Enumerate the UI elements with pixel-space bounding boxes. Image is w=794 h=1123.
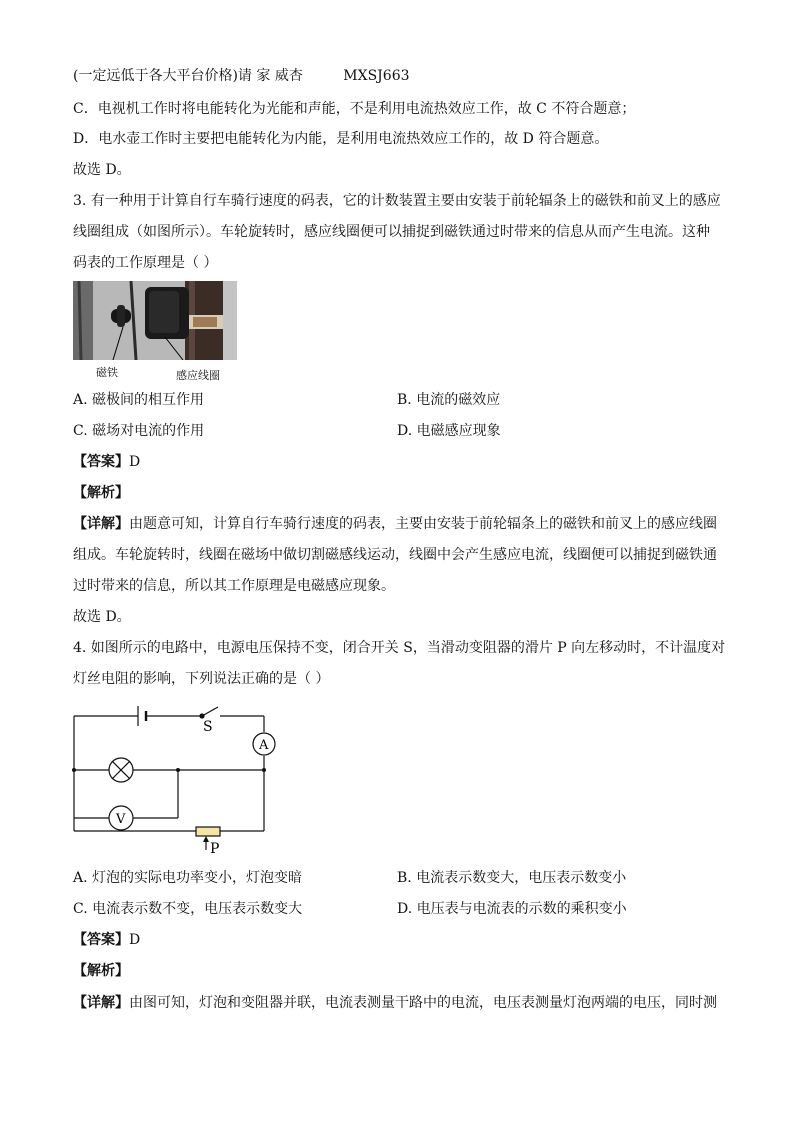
prev-option-c: C．电视机工作时将电能转化为光能和声能，不是利用电流热效应工作，故 C 不符合题意； [73, 101, 636, 117]
q4-stem-line2: 灯丝电阻的影响，下列说法正确的是（ ） [73, 671, 330, 687]
q3-detail-line1 [73, 514, 717, 534]
slider-label: P [210, 841, 220, 857]
q4-option-d: D. 电压表与电流表的示数的乘积变小 [397, 901, 627, 917]
q3-option-d: D. 电磁感应现象 [397, 423, 501, 439]
header-line [73, 66, 410, 86]
q4-option-c: C. 电流表示数不变，电压表示数变大 [73, 901, 303, 917]
ammeter-label: A [259, 738, 269, 753]
q3-detail-label: 【详解】 [73, 516, 129, 532]
q3-detail-text1: 由题意可知，计算自行车骑行速度的码表，主要由安装于前轮辐条上的磁铁和前叉上的感应线圈 [129, 516, 717, 532]
prev-option-d: D．电水壶工作时主要把电能转化为内能，是利用电流热效应工作的，故 D 符合题意。 [73, 131, 609, 147]
voltmeter-label: V [116, 812, 126, 827]
q3-option-a: A. 磁极间的相互作用 [73, 392, 205, 408]
q4-stem-line1: 4. 如图所示的电路中，电源电压保持不变，闭合开关 S，当滑动变阻器的滑片 P 向左移动时，不计温度对 [73, 640, 726, 656]
q3-choose: 故选 D。 [73, 609, 131, 625]
q4-detail-line1 [73, 993, 717, 1013]
q3-analysis-label: 【解析】 [73, 485, 129, 501]
bike-sensor-photo [73, 281, 237, 360]
q4-detail-text1: 由图可知，灯泡和变阻器并联，电流表测量干路中的电流，电压表测量灯泡两端的电压，同时测 [129, 995, 717, 1011]
bike-sensor-illustration [73, 281, 237, 360]
q3-option-c: C. 磁场对电流的作用 [73, 423, 205, 439]
q4-analysis-label: 【解析】 [73, 963, 129, 979]
q4-option-a: A. 灯泡的实际电功率变小，灯泡变暗 [73, 870, 303, 886]
q3-answer [73, 452, 140, 472]
q4-answer-label: 【答案】 [73, 932, 129, 948]
q3-detail-line3: 过时带来的信息，所以其工作原理是电磁感应现象。 [73, 578, 395, 594]
q4-answer-value: D [129, 932, 141, 948]
q4-option-b: B. 电流表示数变大，电压表示数变小 [397, 870, 627, 886]
q3-stem-line2: 线圈组成（如图所示）。车轮旋转时，感应线圈便可以捕捉到磁铁通过时带来的信息从而产生电流。这种 [73, 224, 710, 240]
q3-detail-line2: 组成。车轮旋转时，线圈在磁场中做切割磁感线运动，线圈中会产生感应电流，线圈便可以捕捉到磁铁通 [73, 547, 717, 563]
caption-magnet: 磁铁 [96, 366, 118, 379]
q4-answer [73, 930, 140, 950]
header-code: MXSJ663 [343, 68, 410, 84]
prev-choose: 故选 D。 [73, 162, 131, 178]
q3-option-b: B. 电流的磁效应 [397, 392, 501, 408]
switch-blade [202, 707, 218, 716]
q3-answer-label: 【答案】 [73, 454, 129, 470]
caption-coil: 感应线圈 [176, 369, 220, 382]
q4-detail-label: 【详解】 [73, 995, 129, 1011]
header-text: (一定远低于各大平台价格)请 家 威杏 [73, 68, 303, 84]
q3-stem-line3: 码表的工作原理是（ ） [73, 255, 218, 271]
rheostat-symbol [196, 827, 220, 836]
switch-label: S [203, 719, 213, 735]
q3-stem-line1: 3. 有一种用于计算自行车骑行速度的码表，它的计数装置主要由安装于前轮辐条上的磁铁和前叉上的感应 [73, 193, 721, 209]
circuit-diagram [60, 700, 290, 862]
q3-answer-value: D [129, 454, 141, 470]
